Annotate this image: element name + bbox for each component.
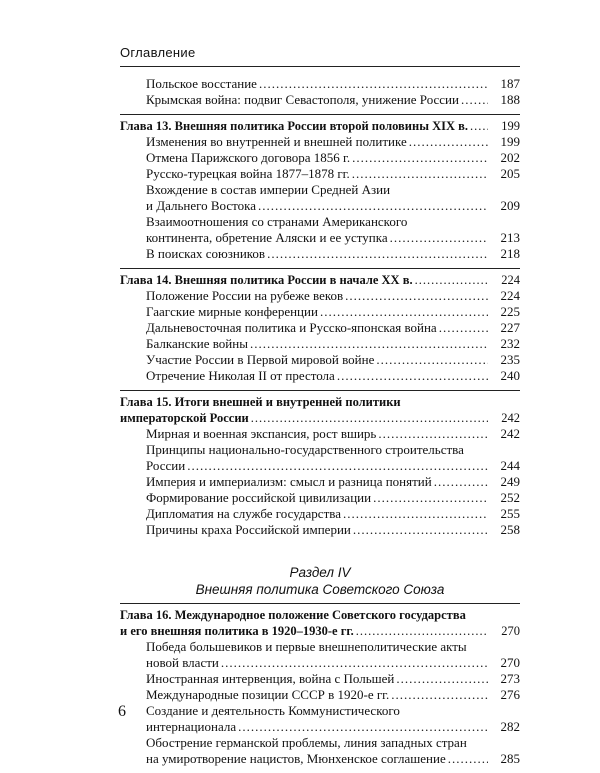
leader-dots [258, 198, 488, 214]
toc-entry [120, 336, 520, 352]
toc-page-number: 255 [500, 506, 520, 521]
toc-entry-title: континента, обретение Аляски и ее уступка [146, 230, 388, 245]
toc-entry [120, 490, 520, 506]
toc-page-number: 244 [500, 458, 520, 473]
toc-entry-title: Участие России в Первой мировой войне [146, 352, 375, 367]
toc-entry [120, 352, 520, 368]
header-rule [120, 66, 520, 67]
toc-page-number: 227 [500, 320, 520, 335]
toc-entry-title: на умиротворение нацистов, Мюнхенское соглашение [146, 751, 446, 766]
leader-dots [251, 410, 488, 426]
toc-entry [120, 474, 520, 490]
leader-dots [390, 230, 488, 246]
leader-dots [343, 506, 488, 522]
leader-dots [352, 150, 488, 166]
toc-page-number: 224 [501, 273, 520, 287]
toc-entry-title: Дипломатия на службе государства [146, 506, 341, 521]
toc-page-number: 242 [501, 411, 520, 425]
toc-entry-title: Международные позиции СССР в 1920-е гг. [146, 687, 390, 702]
toc-entry-title: Отречение Николая II от престола [146, 368, 335, 383]
toc-entry [120, 506, 520, 522]
leader-dots [396, 671, 488, 687]
leader-dots [439, 320, 488, 336]
toc-entry-title: В поисках союзников [146, 246, 266, 261]
leader-dots [221, 655, 488, 671]
toc-page-number: 205 [500, 166, 520, 181]
leader-dots [470, 118, 488, 134]
toc-entry-title: Империя и империализм: смысл и разница понятий [146, 474, 432, 489]
toc-entry-title: Дальневосточная политика и Русско-японская война [146, 320, 437, 335]
leader-dots [373, 490, 488, 506]
toc-entry [120, 368, 520, 384]
toc-chapter-16 [120, 604, 520, 773]
toc-entry-title: Причины краха Российской империи [146, 522, 351, 537]
section-heading [120, 564, 520, 598]
section-title: Внешняя политика Советского Союза [195, 582, 445, 597]
toc-entry-title: Иностранная интервенция, война с Польшей [146, 671, 395, 686]
toc-page-number: 276 [500, 687, 520, 702]
toc-entry-title: Польское восстание [146, 76, 257, 91]
chapter-heading [120, 623, 520, 639]
chapter-title-line1: Глава 16. Международное положение Советского государства [120, 608, 466, 622]
toc-entry [120, 246, 520, 262]
chapter-title: Глава 14. Внешняя политика России в начале XX в. [120, 273, 413, 287]
toc-page-number: 270 [500, 655, 520, 670]
toc-entry [120, 671, 520, 687]
toc-page-number: 270 [501, 624, 520, 638]
toc-entry-title: Балканские войны [146, 336, 248, 351]
toc-entry [120, 719, 520, 735]
leader-dots [376, 352, 488, 368]
toc-page-number: 187 [500, 76, 520, 91]
toc-page-number: 252 [500, 490, 520, 505]
toc-page-number: 225 [500, 304, 520, 319]
toc-entry-title-line1: Взаимоотношения со странами Американского [146, 214, 408, 229]
toc-entry-title: России [146, 458, 186, 473]
toc-chapter-15 [120, 391, 520, 544]
toc-page-number: 209 [500, 198, 520, 213]
toc-entry-title-line1: Обострение германской проблемы, линия западных стран [146, 735, 467, 750]
table-of-contents [120, 70, 520, 773]
leader-dots [356, 623, 488, 639]
running-head: Оглавление [120, 45, 196, 60]
toc-group-prev [120, 70, 520, 114]
toc-entry-title: Мирная и военная экспансия, рост вширь [146, 426, 377, 441]
toc-entry [120, 751, 520, 767]
chapter-title: Глава 13. Внешняя политика России второй половины XIX в. [120, 119, 468, 133]
leader-dots [345, 288, 488, 304]
chapter-title: императорской России [120, 411, 249, 425]
toc-entry [120, 304, 520, 320]
leader-dots [320, 304, 488, 320]
chapter-title: и его внешняя политика в 1920–1930-е гг. [120, 624, 354, 638]
toc-page-number: 199 [501, 119, 520, 133]
toc-entry [120, 150, 520, 166]
toc-entry-title: Изменения во внутренней и внешней политике [146, 134, 407, 149]
toc-chapter-13 [120, 115, 520, 268]
toc-entry [120, 458, 520, 474]
toc-page-number: 224 [500, 288, 520, 303]
leader-dots [259, 76, 488, 92]
toc-entry-title: и Дальнего Востока [146, 198, 257, 213]
leader-dots [461, 92, 488, 108]
page-number-folio: 6 [118, 703, 126, 720]
leader-dots [409, 134, 488, 150]
leader-dots [415, 272, 488, 288]
toc-page-number: 235 [500, 352, 520, 367]
toc-page-number: 240 [500, 368, 520, 383]
toc-entry-title: интернационала [146, 719, 237, 734]
toc-entry-title-line1: Создание и деятельность Коммунистического [146, 703, 400, 718]
toc-page-number: 282 [500, 719, 520, 734]
toc-page-number: 285 [500, 751, 520, 766]
leader-dots [353, 522, 488, 538]
leader-dots [352, 166, 488, 182]
toc-page-number: 242 [500, 426, 520, 441]
toc-entry-title-line1: Принципы национально-государственного строительства [146, 442, 464, 457]
leader-dots [267, 246, 488, 262]
leader-dots [187, 458, 488, 474]
toc-entry-title: Гаагские мирные конференции [146, 304, 318, 319]
toc-page-number: 202 [500, 150, 520, 165]
toc-entry [120, 687, 520, 703]
toc-entry-title: Крымская война: подвиг Севастополя, унижение России [146, 92, 459, 107]
toc-entry-title-line1: Победа большевиков и первые внешнеполитические акты [146, 639, 467, 654]
toc-entry [120, 522, 520, 538]
toc-entry [120, 426, 520, 442]
toc-entry-title: новой власти [146, 655, 219, 670]
toc-entry-title: Формирование российской цивилизации [146, 490, 372, 505]
section-label: Раздел IV [289, 565, 351, 580]
toc-entry [120, 230, 520, 246]
toc-page-number: 232 [500, 336, 520, 351]
toc-chapter-14 [120, 269, 520, 390]
toc-entry-title: Русско-турецкая война 1877–1878 гг. [146, 166, 350, 181]
toc-page-number: 249 [500, 474, 520, 489]
leader-dots [434, 474, 488, 490]
leader-dots [391, 687, 488, 703]
toc-page-number: 213 [500, 230, 520, 245]
leader-dots [448, 751, 488, 767]
toc-page-number: 199 [500, 134, 520, 149]
toc-entry-title: Отмена Парижского договора 1856 г. [146, 150, 351, 165]
toc-entry [120, 166, 520, 182]
toc-entry [120, 76, 520, 92]
toc-page-number: 273 [500, 671, 520, 686]
toc-page-number: 218 [500, 246, 520, 261]
toc-entry [120, 198, 520, 214]
leader-dots [250, 336, 488, 352]
chapter-heading [120, 118, 520, 134]
leader-dots [337, 368, 488, 384]
toc-entry-title-line1: Вхождение в состав империи Средней Азии [146, 182, 391, 197]
chapter-heading [120, 410, 520, 426]
toc-entry [120, 92, 520, 108]
toc-entry [120, 134, 520, 150]
leader-dots [238, 719, 488, 735]
toc-entry [120, 288, 520, 304]
toc-entry [120, 655, 520, 671]
chapter-heading [120, 272, 520, 288]
toc-entry [120, 320, 520, 336]
toc-entry-title: Положение России на рубеже веков [146, 288, 344, 303]
leader-dots [378, 426, 488, 442]
toc-page-number: 258 [500, 522, 520, 537]
chapter-title-line1: Глава 15. Итоги внешней и внутренней политики [120, 395, 401, 409]
toc-page-number: 188 [500, 92, 520, 107]
